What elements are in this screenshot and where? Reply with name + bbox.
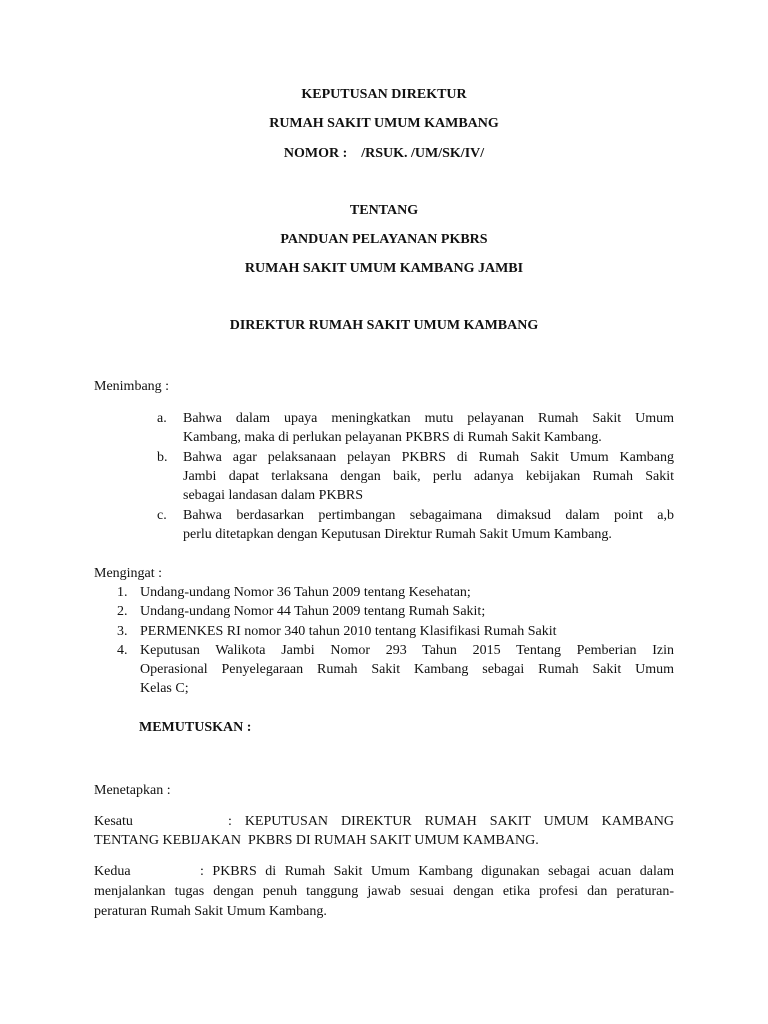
menimbang-marker-b: b. [157, 450, 168, 465]
kesatu-line2: TENTANG KEBIJAKAN PKBRS DI RUMAH SAKIT UMUM KAMBANG. [94, 833, 539, 848]
subject-title: PANDUAN PELAYANAN PKBRS [280, 232, 488, 247]
mengingat-marker-4: 4. [117, 643, 128, 658]
memutuskan-heading: MEMUTUSKAN : [139, 720, 252, 735]
mengingat-item-4-line2: Operasional Penyelegaraan Rumah Sakit Kambang sebagai Rumah Sakit Umum [140, 662, 674, 677]
kedua-line3: peraturan Rumah Sakit Umum Kambang. [94, 904, 327, 919]
mengingat-item-2: Undang-undang Nomor 44 Tahun 2009 tentang Rumah Sakit; [140, 604, 486, 619]
mengingat-item-4-line3: Kelas C; [140, 681, 189, 696]
mengingat-marker-1: 1. [117, 585, 128, 600]
mengingat-item-1: Undang-undang Nomor 36 Tahun 2009 tentang Kesehatan; [140, 585, 471, 600]
menimbang-item-b-line2: Jambi dapat terlaksana dengan baik, perlu adanya kebijakan Rumah Sakit [183, 469, 674, 484]
kedua-label: Kedua [94, 864, 131, 879]
menimbang-item-b-line1: Bahwa agar pelaksanaan pelayan PKBRS di Rumah Sakit Umum Kambang [183, 450, 674, 465]
mengingat-item-4-line1: Keputusan Walikota Jambi Nomor 293 Tahun 2015 Tentang Pemberian Izin [140, 643, 674, 658]
menimbang-item-c-line1: Bahwa berdasarkan pertimbangan sebagaimana dimaksud dalam point a,b [183, 508, 674, 523]
subject-hospital: RUMAH SAKIT UMUM KAMBANG JAMBI [244, 261, 524, 276]
mengingat-label: Mengingat : [94, 566, 163, 581]
kesatu-line1: : KEPUTUSAN DIREKTUR RUMAH SAKIT UMUM KAMBANG [228, 814, 674, 829]
kesatu-label: Kesatu [94, 814, 133, 829]
header-title: KEPUTUSAN DIREKTUR [301, 87, 467, 102]
kedua-line1: : PKBRS di Rumah Sakit Umum Kambang digunakan sebagai acuan dalam [200, 864, 674, 879]
mengingat-item-3: PERMENKES RI nomor 340 tahun 2010 tentang Klasifikasi Rumah Sakit [140, 624, 557, 639]
kedua-line2: menjalankan tugas dengan penuh tanggung jawab sesuai dengan etika profesi dan peraturan- [94, 884, 674, 899]
menimbang-marker-a: a. [157, 411, 167, 426]
menimbang-marker-c: c. [157, 508, 167, 523]
menetapkan-label: Menetapkan : [94, 783, 171, 798]
mengingat-marker-3: 3. [117, 624, 128, 639]
menimbang-item-b-line3: sebagai landasan dalam PKBRS [183, 488, 364, 503]
director-heading: DIREKTUR RUMAH SAKIT UMUM KAMBANG [229, 318, 539, 333]
header-number: NOMOR : /RSUK. /UM/SK/IV/ [283, 146, 485, 161]
menimbang-item-c-line2: perlu ditetapkan dengan Keputusan Direktur Rumah Sakit Umum Kambang. [183, 527, 612, 542]
menimbang-item-a-line2: Kambang, maka di perlukan pelayanan PKBRS di Rumah Sakit Kambang. [183, 430, 602, 445]
menimbang-label: Menimbang : [94, 379, 170, 394]
mengingat-marker-2: 2. [117, 604, 128, 619]
header-hospital: RUMAH SAKIT UMUM KAMBANG [269, 116, 499, 131]
subject-tentang: TENTANG [349, 203, 419, 218]
menimbang-item-a-line1: Bahwa dalam upaya meningkatkan mutu pelayanan Rumah Sakit Umum [183, 411, 674, 426]
